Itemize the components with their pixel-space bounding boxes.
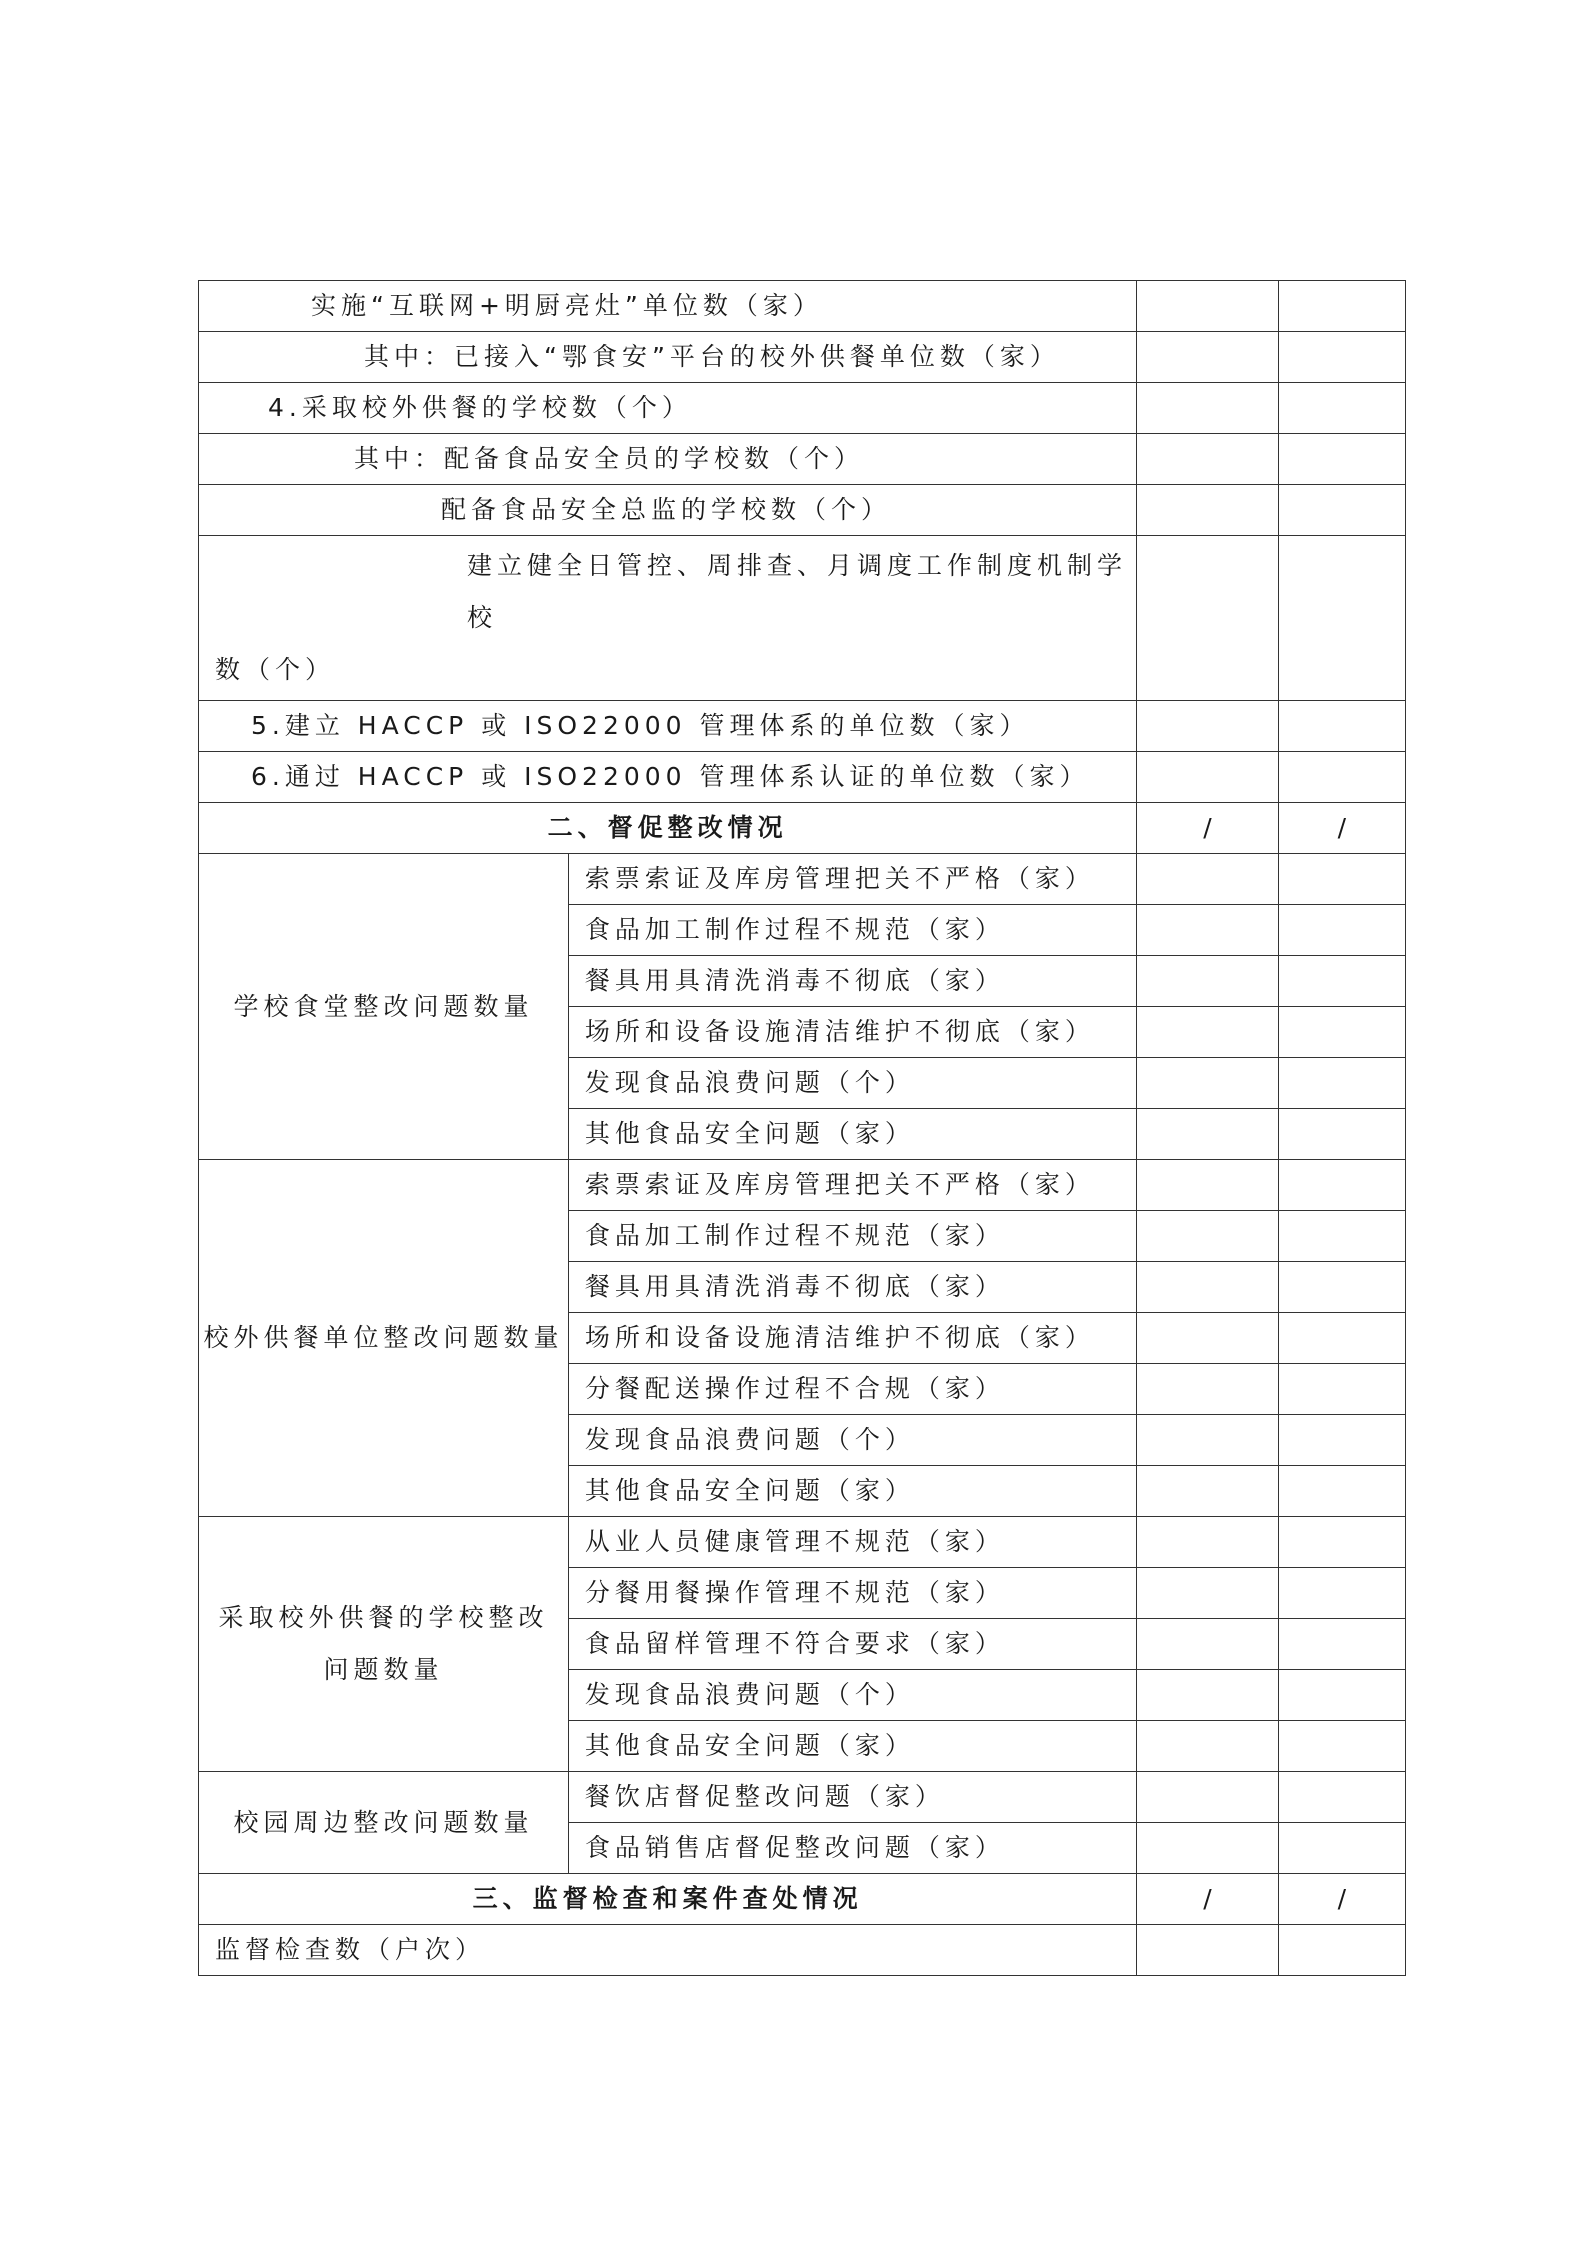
group-label: 校园周边整改问题数量	[199, 1772, 569, 1874]
table-row	[199, 854, 1406, 905]
value-cell	[1278, 485, 1405, 536]
value-cell	[1137, 1007, 1278, 1058]
slash-cell: /	[1137, 1874, 1278, 1925]
value-cell	[1137, 701, 1278, 752]
value-cell	[1278, 905, 1405, 956]
group-label: 采取校外供餐的学校整改问题数量	[199, 1517, 569, 1772]
value-cell	[1137, 1415, 1278, 1466]
value-cell	[1278, 1772, 1405, 1823]
value-cell	[1278, 1415, 1405, 1466]
item-label: 发现食品浪费问题（个）	[568, 1670, 1136, 1721]
value-cell	[1137, 1160, 1278, 1211]
row-label: 其中：已接入“鄂食安”平台的校外供餐单位数（家）	[199, 332, 1137, 383]
value-cell	[1137, 854, 1278, 905]
value-cell	[1137, 1109, 1278, 1160]
item-label: 发现食品浪费问题（个）	[568, 1415, 1136, 1466]
value-cell	[1137, 281, 1278, 332]
group-label: 校外供餐单位整改问题数量	[199, 1160, 569, 1517]
value-cell	[1278, 1058, 1405, 1109]
value-cell	[1137, 1619, 1278, 1670]
statistics-table	[198, 280, 1406, 1976]
value-cell	[1137, 752, 1278, 803]
item-label: 其他食品安全问题（家）	[568, 1721, 1136, 1772]
table-row	[199, 1160, 1406, 1211]
value-cell	[1278, 1211, 1405, 1262]
slash-cell: /	[1278, 1874, 1405, 1925]
value-cell	[1278, 1160, 1405, 1211]
value-cell	[1137, 1823, 1278, 1874]
item-label: 索票索证及库房管理把关不严格（家）	[568, 854, 1136, 905]
table-row	[199, 434, 1406, 485]
item-label: 餐具用具清洗消毒不彻底（家）	[568, 956, 1136, 1007]
value-cell	[1137, 1568, 1278, 1619]
row-label: 6.通过 HACCP 或 ISO22000 管理体系认证的单位数（家）	[199, 752, 1137, 803]
value-cell	[1278, 1109, 1405, 1160]
item-label: 餐饮店督促整改问题（家）	[568, 1772, 1136, 1823]
value-cell	[1278, 1925, 1405, 1976]
row-label-wrapped	[199, 536, 1137, 701]
item-label: 发现食品浪费问题（个）	[568, 1058, 1136, 1109]
item-label: 场所和设备设施清洁维护不彻底（家）	[568, 1313, 1136, 1364]
item-label: 场所和设备设施清洁维护不彻底（家）	[568, 1007, 1136, 1058]
row-label: 其中：配备食品安全员的学校数（个）	[199, 434, 1137, 485]
value-cell	[1278, 956, 1405, 1007]
row-label-line: 数（个）	[215, 655, 336, 684]
table-row	[199, 536, 1406, 701]
value-cell	[1278, 1517, 1405, 1568]
row-label-line: 建立健全日管控、周排查、月调度工作制度机制学校	[467, 551, 1128, 632]
item-label: 其他食品安全问题（家）	[568, 1109, 1136, 1160]
value-cell	[1278, 1823, 1405, 1874]
row-label: 实施“互联网+明厨亮灶”单位数（家）	[199, 281, 1137, 332]
table-row	[199, 1925, 1406, 1976]
value-cell	[1278, 281, 1405, 332]
value-cell	[1137, 1925, 1278, 1976]
table-row	[199, 1517, 1406, 1568]
item-label: 食品加工制作过程不规范（家）	[568, 1211, 1136, 1262]
value-cell	[1278, 1313, 1405, 1364]
value-cell	[1278, 434, 1405, 485]
value-cell	[1278, 1568, 1405, 1619]
value-cell	[1137, 1364, 1278, 1415]
section-title: 二、督促整改情况	[199, 803, 1137, 854]
row-label: 5.建立 HACCP 或 ISO22000 管理体系的单位数（家）	[199, 701, 1137, 752]
value-cell	[1278, 1721, 1405, 1772]
value-cell	[1278, 332, 1405, 383]
value-cell	[1137, 332, 1278, 383]
item-label: 分餐配送操作过程不合规（家）	[568, 1364, 1136, 1415]
item-label: 食品留样管理不符合要求（家）	[568, 1619, 1136, 1670]
value-cell	[1137, 956, 1278, 1007]
value-cell	[1137, 536, 1278, 701]
section-header-row	[199, 803, 1406, 854]
slash-cell: /	[1278, 803, 1405, 854]
table-row	[199, 701, 1406, 752]
value-cell	[1278, 701, 1405, 752]
value-cell	[1278, 1007, 1405, 1058]
value-cell	[1278, 1364, 1405, 1415]
value-cell	[1137, 485, 1278, 536]
value-cell	[1278, 1670, 1405, 1721]
value-cell	[1278, 752, 1405, 803]
value-cell	[1278, 383, 1405, 434]
table-row	[199, 752, 1406, 803]
value-cell	[1137, 1211, 1278, 1262]
item-label: 其他食品安全问题（家）	[568, 1466, 1136, 1517]
value-cell	[1137, 1772, 1278, 1823]
value-cell	[1278, 854, 1405, 905]
group-label: 学校食堂整改问题数量	[199, 854, 569, 1160]
table-row	[199, 485, 1406, 536]
item-label: 食品加工制作过程不规范（家）	[568, 905, 1136, 956]
row-label: 配备食品安全总监的学校数（个）	[199, 485, 1137, 536]
value-cell	[1137, 1262, 1278, 1313]
section-header-row	[199, 1874, 1406, 1925]
value-cell	[1278, 1466, 1405, 1517]
table-row	[199, 1772, 1406, 1823]
value-cell	[1137, 905, 1278, 956]
value-cell	[1137, 434, 1278, 485]
item-label: 分餐用餐操作管理不规范（家）	[568, 1568, 1136, 1619]
value-cell	[1137, 1517, 1278, 1568]
value-cell	[1137, 1058, 1278, 1109]
value-cell	[1137, 1466, 1278, 1517]
value-cell	[1278, 536, 1405, 701]
table-row	[199, 332, 1406, 383]
section-title: 三、监督检查和案件查处情况	[199, 1874, 1137, 1925]
row-label: 4.采取校外供餐的学校数（个）	[199, 383, 1137, 434]
value-cell	[1137, 1721, 1278, 1772]
table-row	[199, 383, 1406, 434]
row-label: 监督检查数（户次）	[199, 1925, 1137, 1976]
value-cell	[1278, 1619, 1405, 1670]
item-label: 食品销售店督促整改问题（家）	[568, 1823, 1136, 1874]
value-cell	[1278, 1262, 1405, 1313]
item-label: 餐具用具清洗消毒不彻底（家）	[568, 1262, 1136, 1313]
item-label: 索票索证及库房管理把关不严格（家）	[568, 1160, 1136, 1211]
value-cell	[1137, 383, 1278, 434]
table-row	[199, 281, 1406, 332]
slash-cell: /	[1137, 803, 1278, 854]
item-label: 从业人员健康管理不规范（家）	[568, 1517, 1136, 1568]
value-cell	[1137, 1313, 1278, 1364]
value-cell	[1137, 1670, 1278, 1721]
